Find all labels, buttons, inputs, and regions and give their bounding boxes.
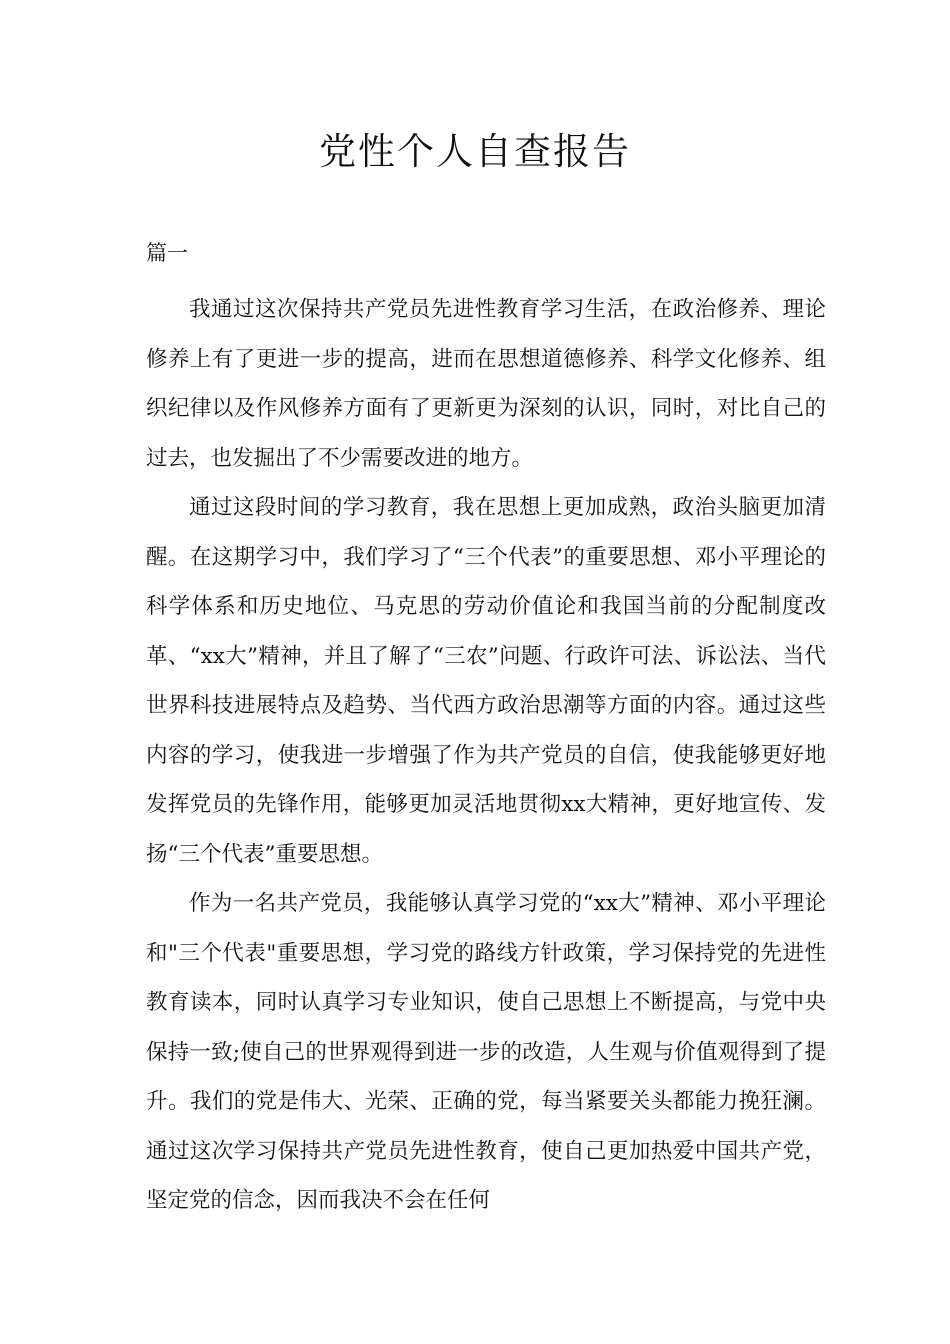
paragraph: 作为一名共产党员，我能够认真学习党的“xx大”精神、邓小平理论和"三个代表"重要思想，学习党的路线方针政策，学习保持党的先进性教育读本，同时认真学习专业知识，使自己思想上不断提高，与党中央保持一致;使自己的世界观得到进一步的改造，人生观与价值观得到了提升。我们的党是伟大、光荣、正确的党，每当紧要关头都能力挽狂澜。通过这次学习保持共产党员先进性教育，使自己更加热爱中国共产党，坚定党的信念，因而我决不会在任何 [146,891,826,1213]
paragraph: 我通过这次保持共产党员先进性教育学习生活，在政治修养、理论修养上有了更进一步的提高，进而在思想道德修养、科学文化修养、组织纪律以及作风修养方面有了更新更为深刻的认识，同时，对比自己的过去，也发掘出了不少需要改进的地方。 [146,297,826,471]
document-title: 党性个人自查报告 [319,130,631,173]
section-label: 篇一 [146,241,188,265]
document-body [146,285,826,1226]
paragraph: 通过这段时间的学习教育，我在思想上更加成熟，政治头脑更加清醒。在这期学习中，我们学习了“三个代表”的重要思想、邓小平理论的科学体系和历史地位、马克思的劳动价值论和我国当前的分配制度改革、“xx大”精神，并且了解了“三农”问题、行政许可法、诉讼法、当代世界科技进展特点及趋势、当代西方政治思潮等方面的内容。通过这些内容的学习，使我进一步增强了作为共产党员的自信，使我能够更好地发挥党员的先锋作用，能够更加灵活地贯彻xx大精神，更好地宣传、发扬“三个代表”重要思想。 [146,495,826,867]
